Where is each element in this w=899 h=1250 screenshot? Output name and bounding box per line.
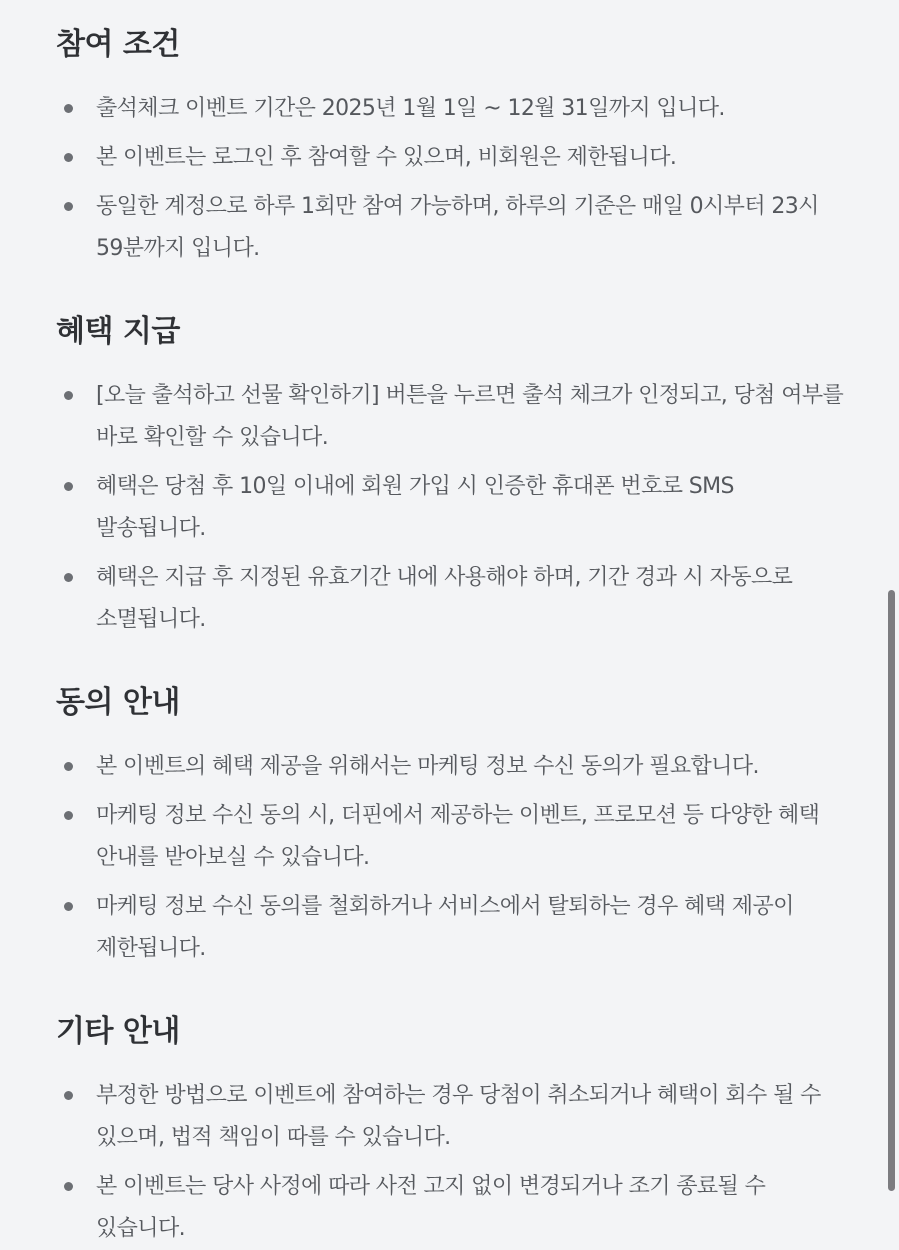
list-item-text: 동일한 계정으로 하루 1회만 참여 가능하며, 하루의 기준은 매일 0시부터 23시 59분까지 입니다. [96,194,819,261]
list-item [56,1075,846,1159]
list-item [56,375,846,459]
bullet-icon [64,153,73,162]
list-item [56,137,846,179]
list-item-text: 본 이벤트는 로그인 후 참여할 수 있으며, 비회원은 제한됩니다. [96,145,677,170]
bullet-list [56,1075,846,1250]
bullet-icon [64,391,73,400]
list-item [56,466,846,550]
bullet-icon [64,902,73,911]
bullet-icon [64,811,73,820]
section-title: 참여 조건 [56,27,180,62]
section-title: 동의 안내 [56,685,180,720]
section-title: 기타 안내 [56,1014,180,1049]
list-item [56,795,846,879]
list-item-text: 본 이벤트의 혜택 제공을 위해서는 마케팅 정보 수신 동의가 필요합니다. [96,754,759,779]
section-consent-info [56,681,846,970]
bullet-icon [64,1182,73,1191]
bullet-list [56,375,846,641]
list-item-text: 마케팅 정보 수신 동의 시, 더핀에서 제공하는 이벤트, 프로모션 등 다양한 혜택 안내를 받아보실 수 있습니다. [96,803,820,870]
scrollbar[interactable] [888,590,895,1191]
bullet-icon [64,1091,73,1100]
list-item-text: 출석체크 이벤트 기간은 2025년 1월 1일 ~ 12월 31일까지 입니다. [96,96,725,121]
bullet-icon [64,573,73,582]
section-participation-conditions [56,0,846,270]
list-item-text: [오늘 출석하고 선물 확인하기] 버튼을 누르면 출석 체크가 인정되고, 당첨 여부를 바로 확인할 수 있습니다. [96,383,844,450]
bullet-icon [64,482,73,491]
list-item [56,557,846,641]
list-item-text: 마케팅 정보 수신 동의를 철회하거나 서비스에서 탈퇴하는 경우 혜택 제공이 제한됩니다. [96,894,794,961]
list-item-text: 부정한 방법으로 이벤트에 참여하는 경우 당첨이 취소되거나 혜택이 회수 될 수 있으며, 법적 책임이 따를 수 있습니다. [96,1083,821,1150]
list-item-text: 혜택은 당첨 후 10일 이내에 회원 가입 시 인증한 휴대폰 번호로 SMS 발송됩니다. [96,474,734,541]
section-title: 혜택 지급 [56,314,180,349]
section-other-info [56,1010,846,1250]
list-item [56,886,846,970]
event-notice-content [56,0,846,1250]
list-item [56,1166,846,1250]
list-item [56,186,846,270]
list-item-text: 혜택은 지급 후 지정된 유효기간 내에 사용해야 하며, 기간 경과 시 자동으로 소멸됩니다. [96,565,793,632]
bullet-list [56,88,846,270]
list-item [56,88,846,130]
list-item-text: 본 이벤트는 당사 사정에 따라 사전 고지 없이 변경되거나 조기 종료될 수 있습니다. [96,1174,766,1241]
bullet-icon [64,762,73,771]
bullet-icon [64,104,73,113]
bullet-list [56,746,846,970]
section-benefit-payment [56,310,846,641]
bullet-icon [64,202,73,211]
list-item [56,746,846,788]
